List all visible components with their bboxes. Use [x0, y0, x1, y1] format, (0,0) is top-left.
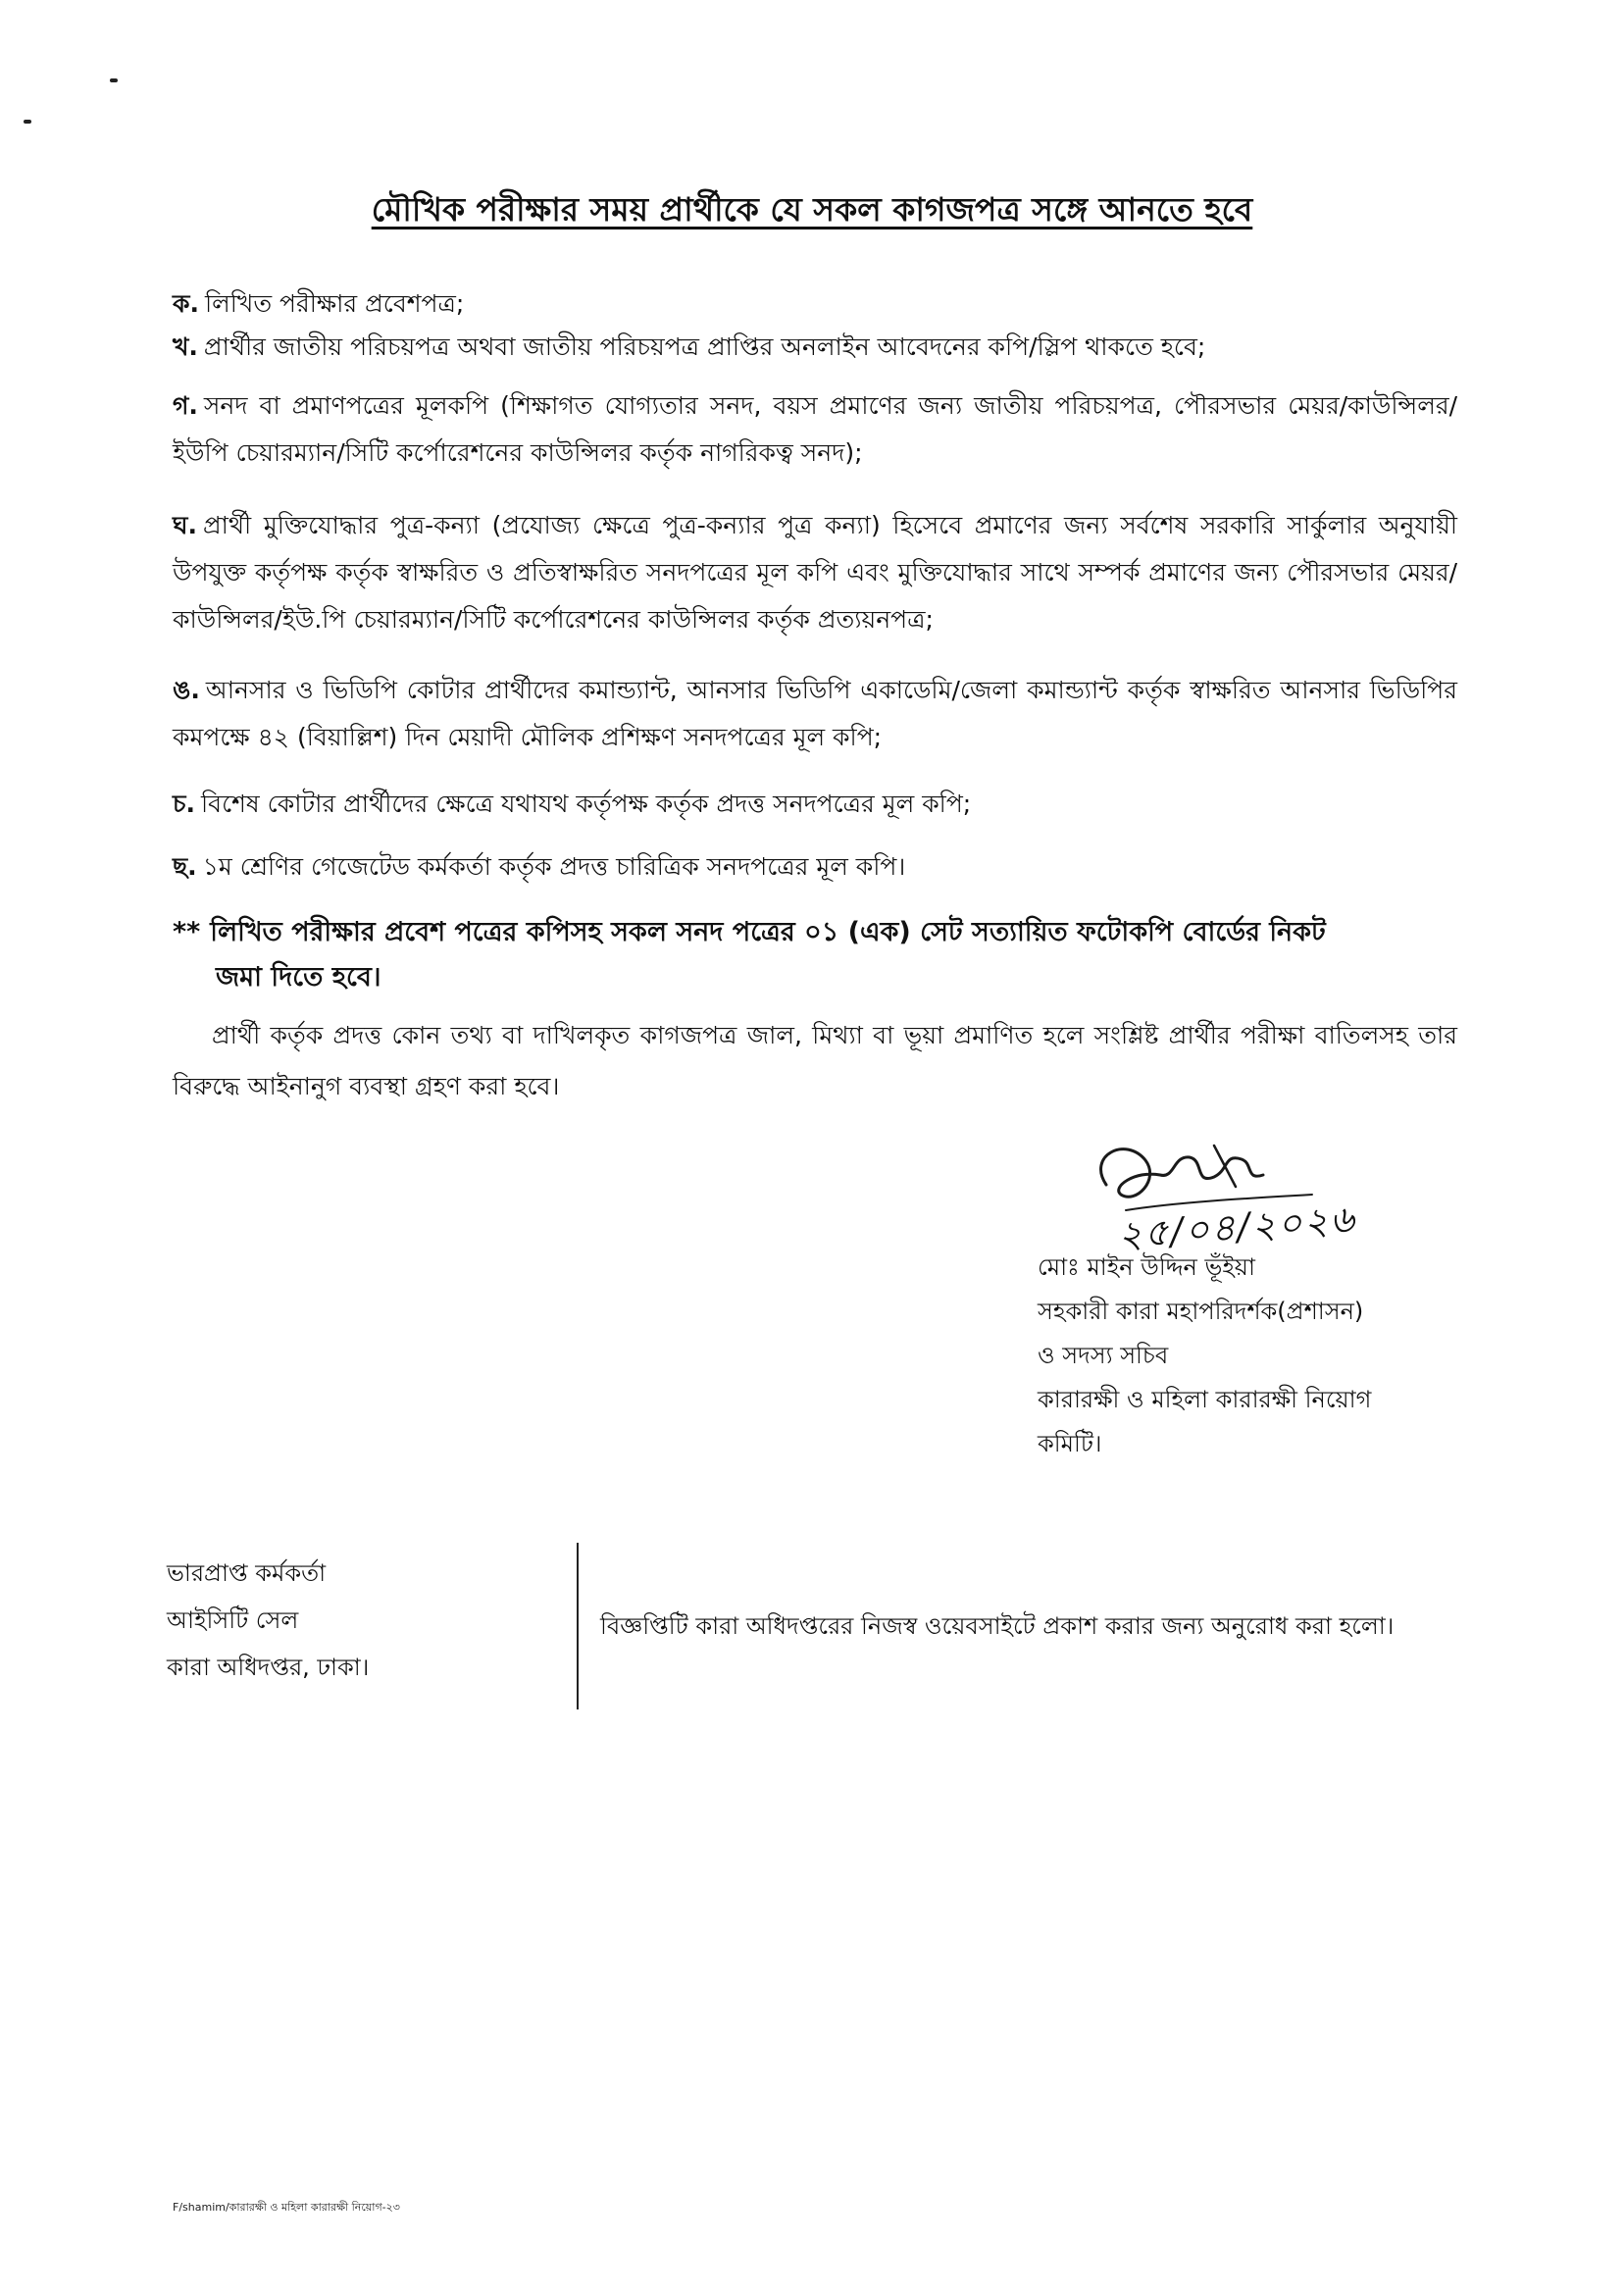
- important-note: [173, 910, 1467, 1000]
- note-line-1: লিখিত পরীক্ষার প্রবেশ পত্রের কপিসহ সকল সনদ পত্রের ০১ (এক) সেট সত্যায়িত ফটোকপি বোর্ডের নিকট: [210, 917, 1326, 947]
- item-label: ঙ.: [173, 676, 200, 704]
- signature-date: ২৫/০৪/২০২৬: [1116, 1197, 1358, 1257]
- scan-speck: [24, 120, 31, 124]
- signatory-line: সহকারী কারা মহাপরিদর্শক(প্রশাসন): [1038, 1298, 1364, 1325]
- signatory-line: ও সদস্য সচিব: [1038, 1342, 1169, 1369]
- note-line-2: জমা দিতে হবে।: [216, 962, 381, 993]
- list-item: [173, 382, 1457, 477]
- list-item: [173, 667, 1457, 761]
- scan-speck: [110, 78, 118, 82]
- document-title: মৌখিক পরীক্ষার সময় প্রার্থীকে যে সকল কাগজপত্র সঙ্গে আনতে হবে: [371, 190, 1253, 229]
- recipient-line: আইসিটি সেল: [167, 1606, 299, 1634]
- list-item: [173, 502, 1457, 643]
- list-item: [173, 324, 1457, 371]
- item-label: গ.: [173, 391, 198, 420]
- item-label: খ.: [173, 332, 198, 361]
- item-text: আনসার ও ভিডিপি কোটার প্রার্থীদের কমান্ড্যান্ট, আনসার ভিডিপি একাডেমি/জেলা কমান্ড্যান্ট কর্তৃক স্বাক্ষরিত আনসার ভিডিপির কমপক্ষে ৪২ (বিয়াল্লিশ) দিন মেয়াদী মৌলিক প্রশিক্ষণ সনদপত্রের মূল কপি;: [173, 676, 1457, 751]
- list-item: [173, 843, 1457, 891]
- warning-paragraph: প্রার্থী কর্তৃক প্রদত্ত কোন তথ্য বা দাখিলকৃত কাগজপত্র জাল, মিথ্যা বা ভূয়া প্রমাণিত হলে সংশ্লিষ্ট প্রার্থীর পরীক্ষা বাতিলসহ তার বিরুদ্ধে আইনানুগ ব্যবস্থা গ্রহণ করা হবে।: [173, 1021, 1457, 1100]
- item-text: প্রার্থীর জাতীয় পরিচয়পত্র অথবা জাতীয় পরিচয়পত্র প্রাপ্তির অনলাইন আবেদনের কপি/স্লিপ থাকতে হবে;: [203, 332, 1206, 361]
- vertical-divider: [577, 1543, 579, 1709]
- note-asterisks: **: [173, 917, 201, 947]
- list-item: [173, 280, 1457, 328]
- publication-request: বিজ্ঞপ্তিটি কারা অধিদপ্তরের নিজস্ব ওয়েবসাইটে প্রকাশ করার জন্য অনুরোধ করা হলো।: [600, 1612, 1395, 1640]
- item-text: ১ম শ্রেণির গেজেটেড কর্মকর্তা কর্তৃক প্রদত্ত চারিত্রিক সনদপত্রের মূল কপি।: [202, 852, 906, 881]
- item-text: সনদ বা প্রমাণপত্রের মূলকপি (শিক্ষাগত যোগ্যতার সনদ, বয়স প্রমাণের জন্য জাতীয় পরিচয়পত্র, পৌরসভার মেয়র/কাউন্সিলর/ইউপি চেয়ারম্যান/সিটি কর্পোরেশনের কাউন্সিলর কর্তৃক নাগরিকত্ব সনদ);: [173, 391, 1457, 467]
- recipient-line: ভারপ্রাপ্ত কর্মকর্তা: [167, 1559, 327, 1587]
- item-label: ছ.: [173, 852, 197, 881]
- item-label: ক.: [173, 289, 199, 318]
- list-item: [173, 781, 1457, 828]
- recipient-address: [167, 1550, 539, 1691]
- item-text: লিখিত পরীক্ষার প্রবেশপত্র;: [205, 289, 465, 318]
- item-text: বিশেষ কোটার প্রার্থীদের ক্ষেত্রে যথাযথ কর্তৃপক্ষ কর্তৃক প্রদত্ত সনদপত্রের মূল কপি;: [201, 790, 972, 818]
- item-text: প্রার্থী মুক্তিযোদ্ধার পুত্র-কন্যা (প্রযোজ্য ক্ষেত্রে পুত্র-কন্যার পুত্র কন্যা) হিসেবে প্রমাণের জন্য সর্বশেষ সরকারি সার্কুলার অনুযায়ী উপযুক্ত কর্তৃপক্ষ কর্তৃক স্বাক্ষরিত ও প্রতিস্বাক্ষরিত সনদপত্রের মূল কপি এবং মুক্তিযোদ্ধার সাথে সম্পর্ক প্রমাণের জন্য পৌরসভার মেয়র/কাউন্সিলর/ইউ.পি চেয়ারম্যান/সিটি কর্পোরেশনের কাউন্সিলর কর্তৃক প্রত্যয়নপত্র;: [173, 511, 1457, 634]
- file-reference: F/shamim/কারারক্ষী ও মহিলা কারারক্ষী নিয়োগ-২৩: [173, 2201, 400, 2214]
- signatory-line: কারারক্ষী ও মহিলা কারারক্ষী নিয়োগ: [1038, 1386, 1372, 1413]
- signatory-name: মোঃ মাইন উদ্দিন ভূঁইয়া: [1038, 1253, 1255, 1281]
- signatory-line: কমিটি।: [1038, 1430, 1102, 1457]
- recipient-line: কারা অধিদপ্তর, ঢাকা।: [167, 1654, 370, 1681]
- signatory-block: [1038, 1246, 1449, 1466]
- item-label: ঘ.: [173, 511, 197, 539]
- item-label: চ.: [173, 790, 195, 818]
